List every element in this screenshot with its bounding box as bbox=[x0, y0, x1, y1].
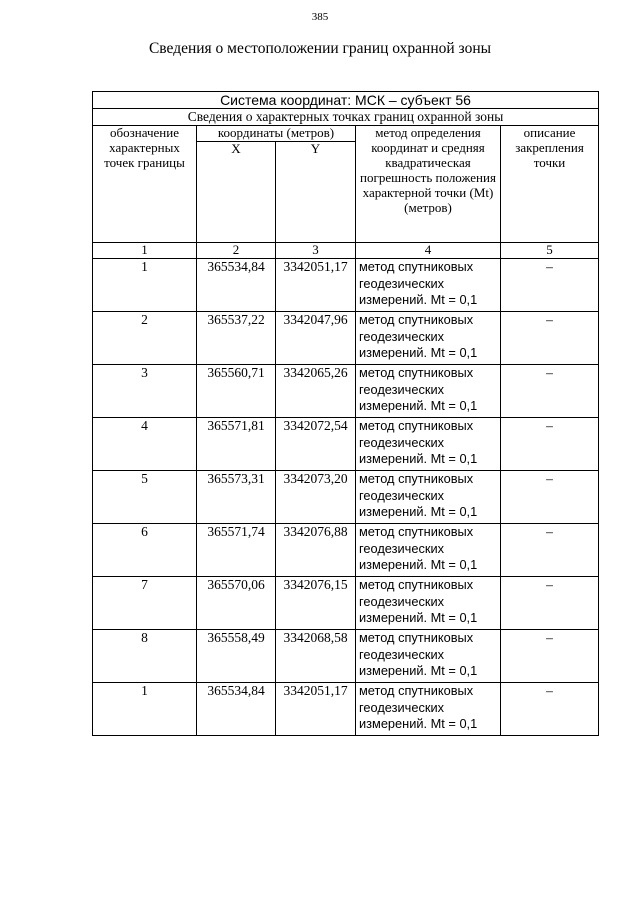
method-line: метод спутниковых bbox=[359, 418, 474, 434]
method-line: геодезических bbox=[359, 487, 444, 503]
header-designation: обозначение характерных точек границы bbox=[93, 126, 197, 243]
section-title-cell: Сведения о характерных точках границ охранной зоны bbox=[93, 109, 599, 126]
method-line: измерений. Mt = 0,1 bbox=[359, 398, 478, 414]
method-line: измерений. Mt = 0,1 bbox=[359, 345, 478, 361]
x-coordinate-cell: 365558,49 bbox=[197, 630, 276, 683]
method-line: геодезических bbox=[359, 593, 444, 609]
table-row bbox=[93, 312, 599, 365]
method-cell bbox=[356, 630, 501, 683]
table-row bbox=[93, 259, 599, 312]
method-cell bbox=[356, 418, 501, 471]
y-coordinate-cell: 3342047,96 bbox=[276, 312, 356, 365]
point-number-cell: 2 bbox=[93, 312, 197, 365]
y-coordinate-cell: 3342073,20 bbox=[276, 471, 356, 524]
column-number: 2 bbox=[197, 243, 276, 259]
method-cell bbox=[356, 577, 501, 630]
method-line: метод спутниковых bbox=[359, 471, 474, 487]
section-title-row bbox=[93, 109, 599, 126]
description-cell: – bbox=[501, 683, 599, 736]
x-coordinate-cell: 365570,06 bbox=[197, 577, 276, 630]
header-y: Y bbox=[276, 142, 356, 243]
y-coordinate-cell: 3342068,58 bbox=[276, 630, 356, 683]
coordinate-system-cell: Система координат: МСК – субъект 56 bbox=[93, 92, 599, 109]
point-number-cell: 6 bbox=[93, 524, 197, 577]
method-line: геодезических bbox=[359, 540, 444, 556]
point-number-cell: 1 bbox=[93, 259, 197, 312]
header-description: описание закрепления точки bbox=[501, 126, 599, 243]
method-cell bbox=[356, 312, 501, 365]
x-coordinate-cell: 365571,74 bbox=[197, 524, 276, 577]
header-x: X bbox=[197, 142, 276, 243]
method-line: геодезических bbox=[359, 328, 444, 344]
table-row bbox=[93, 577, 599, 630]
table-row bbox=[93, 471, 599, 524]
description-cell: – bbox=[501, 471, 599, 524]
x-coordinate-cell: 365571,81 bbox=[197, 418, 276, 471]
y-coordinate-cell: 3342051,17 bbox=[276, 683, 356, 736]
header-coordinates: координаты (метров) bbox=[197, 126, 356, 142]
method-cell bbox=[356, 365, 501, 418]
column-number: 4 bbox=[356, 243, 501, 259]
method-line: измерений. Mt = 0,1 bbox=[359, 557, 478, 573]
method-cell bbox=[356, 259, 501, 312]
method-line: измерений. Mt = 0,1 bbox=[359, 716, 478, 732]
y-coordinate-cell: 3342072,54 bbox=[276, 418, 356, 471]
header-row-top bbox=[93, 126, 599, 142]
x-coordinate-cell: 365573,31 bbox=[197, 471, 276, 524]
y-coordinate-cell: 3342065,26 bbox=[276, 365, 356, 418]
method-line: геодезических bbox=[359, 381, 444, 397]
table-row bbox=[93, 524, 599, 577]
point-number-cell: 5 bbox=[93, 471, 197, 524]
table-row bbox=[93, 365, 599, 418]
point-number-cell: 1 bbox=[93, 683, 197, 736]
table-row bbox=[93, 418, 599, 471]
y-coordinate-cell: 3342076,15 bbox=[276, 577, 356, 630]
method-line: измерений. Mt = 0,1 bbox=[359, 292, 478, 308]
column-number: 5 bbox=[501, 243, 599, 259]
column-numbers-row bbox=[93, 243, 599, 259]
point-number-cell: 8 bbox=[93, 630, 197, 683]
method-line: геодезических bbox=[359, 699, 444, 715]
x-coordinate-cell: 365537,22 bbox=[197, 312, 276, 365]
method-line: метод спутниковых bbox=[359, 577, 474, 593]
method-line: метод спутниковых bbox=[359, 630, 474, 646]
table-row bbox=[93, 683, 599, 736]
x-coordinate-cell: 365560,71 bbox=[197, 365, 276, 418]
description-cell: – bbox=[501, 630, 599, 683]
x-coordinate-cell: 365534,84 bbox=[197, 683, 276, 736]
method-line: геодезических bbox=[359, 275, 444, 291]
table-row bbox=[93, 630, 599, 683]
point-number-cell: 4 bbox=[93, 418, 197, 471]
table-body bbox=[93, 92, 599, 736]
column-number: 1 bbox=[93, 243, 197, 259]
method-line: измерений. Mt = 0,1 bbox=[359, 610, 478, 626]
description-cell: – bbox=[501, 312, 599, 365]
header-method: метод определения координат и средняя квадратическая погрешность положения характерной точки (Mt) (метров) bbox=[356, 126, 501, 243]
column-number: 3 bbox=[276, 243, 356, 259]
method-line: метод спутниковых bbox=[359, 365, 474, 381]
description-cell: – bbox=[501, 259, 599, 312]
boundary-points-table bbox=[92, 91, 599, 736]
page-number: 385 bbox=[311, 11, 329, 23]
method-cell bbox=[356, 524, 501, 577]
description-cell: – bbox=[501, 524, 599, 577]
method-line: геодезических bbox=[359, 646, 444, 662]
method-cell bbox=[356, 683, 501, 736]
description-cell: – bbox=[501, 418, 599, 471]
y-coordinate-cell: 3342076,88 bbox=[276, 524, 356, 577]
x-coordinate-cell: 365534,84 bbox=[197, 259, 276, 312]
method-line: измерений. Mt = 0,1 bbox=[359, 504, 478, 520]
method-line: измерений. Mt = 0,1 bbox=[359, 663, 478, 679]
method-line: метод спутниковых bbox=[359, 312, 474, 328]
point-number-cell: 3 bbox=[93, 365, 197, 418]
method-cell bbox=[356, 471, 501, 524]
method-line: метод спутниковых bbox=[359, 683, 474, 699]
method-line: геодезических bbox=[359, 434, 444, 450]
description-cell: – bbox=[501, 365, 599, 418]
coordinate-system-row bbox=[93, 92, 599, 109]
y-coordinate-cell: 3342051,17 bbox=[276, 259, 356, 312]
method-line: метод спутниковых bbox=[359, 524, 474, 540]
point-number-cell: 7 bbox=[93, 577, 197, 630]
document-title: Сведения о местоположении границ охранной зоны bbox=[148, 40, 492, 57]
description-cell: – bbox=[501, 577, 599, 630]
method-line: измерений. Mt = 0,1 bbox=[359, 451, 478, 467]
method-line: метод спутниковых bbox=[359, 259, 474, 275]
